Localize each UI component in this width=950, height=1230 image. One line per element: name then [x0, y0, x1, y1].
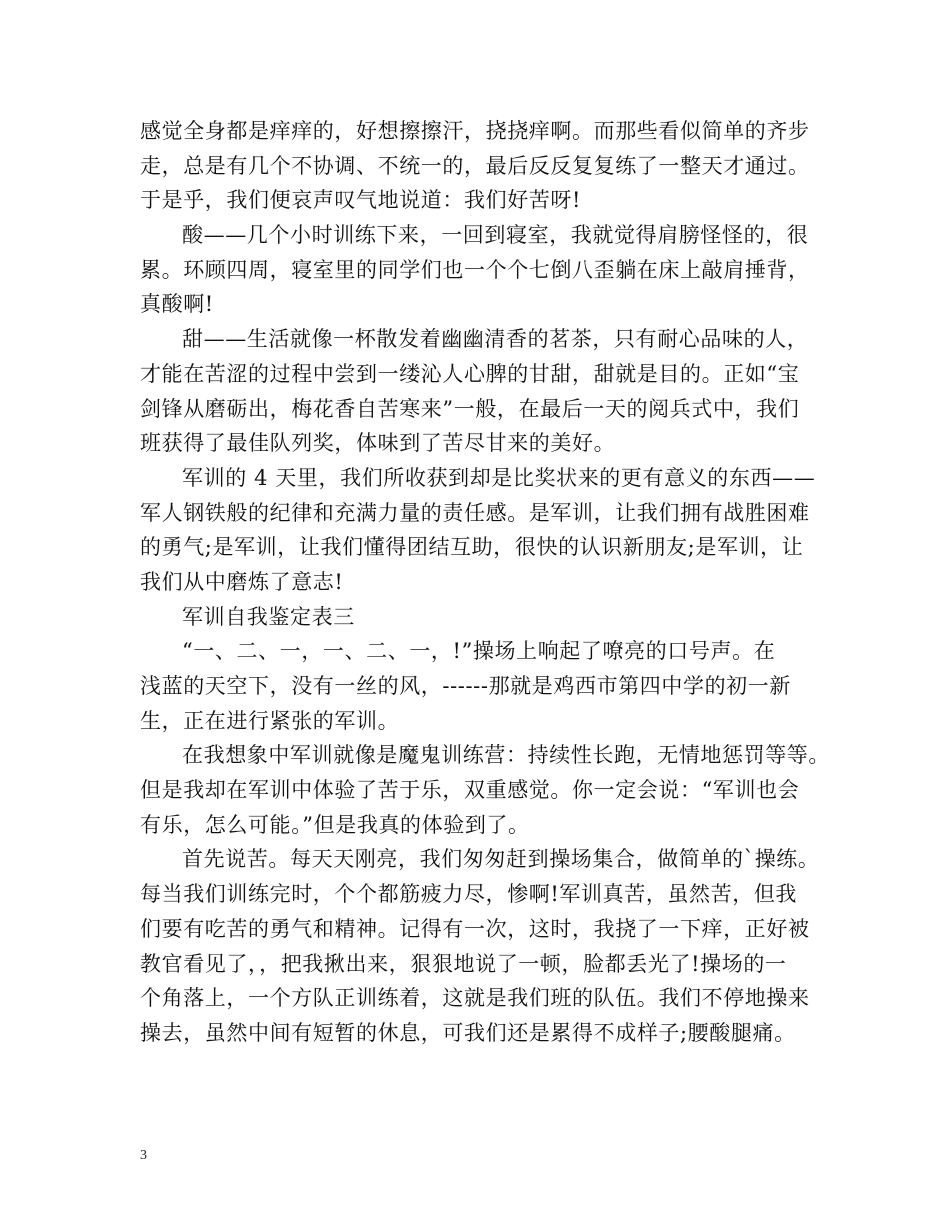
text-line: 每当我们训练完时，个个都筋疲力尽，惨啊!军训真苦，虽然苦，但我 [140, 882, 798, 907]
text-line: 个角落上，一个方队正训练着，这就是我们班的队伍。我们不停地操来 [140, 986, 810, 1011]
text-line: 走，总是有几个不协调、不统一的，最后反反复复练了一整天才通过。 [140, 153, 810, 178]
paragraph-start: 甜——生活就像一杯散发着幽幽清香的茗茶，只有耐心品味的人， [182, 327, 809, 352]
text-line: 于是乎，我们便哀声叹气地说道：我们好苦呀! [140, 188, 582, 213]
text-line: 浅蓝的天空下，没有一丝的风，------那就是鸡西市第四中学的初一新 [140, 674, 791, 698]
text-line: 班获得了最佳队列奖，体味到了苦尽甘来的美好。 [140, 431, 616, 456]
paragraph-start: 在我想象中军训就像是魔鬼训练营：持续性长跑，无情地惩罚等等。 [182, 743, 830, 768]
text-line: 才能在苦涩的过程中尝到一缕沁人心脾的甘甜，甜就是目的。正如“宝 [140, 361, 800, 386]
text-line: 生，正在进行紧张的军训。 [140, 708, 400, 733]
text-line: 我们从中磨炼了意志! [140, 569, 344, 594]
text-line: 真酸啊! [140, 292, 214, 317]
text-line: 操去，虽然中间有短暂的休息，可我们还是累得不成样子;腰酸腿痛。 [140, 1020, 796, 1045]
text-line: 有乐，怎么可能。”但是我真的体验到了。 [140, 812, 530, 837]
body-text [140, 114, 830, 1051]
paragraph-start: 首先说苦。每天天刚亮，我们匆匆赶到操场集合，做简单的`操练。 [182, 847, 820, 872]
paragraph-start: 军训的 4 天里，我们所收获到却是比奖状来的更有意义的东西—— [182, 465, 816, 490]
page-number: 3 [140, 1148, 147, 1163]
text-line: 军人钢铁般的纪律和充满力量的责任感。是军训，让我们拥有战胜困难 [140, 500, 810, 525]
text-line: 但是我却在军训中体验了苦于乐，双重感觉。你一定会说：“军训也会 [140, 778, 800, 803]
text-line: 剑锋从磨砺出，梅花香自苦寒来”一般，在最后一天的阅兵式中，我们 [140, 396, 800, 421]
text-line: 们要有吃苦的勇气和精神。记得有一次，这时，我挠了一下痒，正好被 [140, 916, 810, 941]
paragraph-start: 酸——几个小时训练下来，一回到寝室，我就觉得肩膀怪怪的，很 [182, 223, 809, 248]
text-line: 的勇气;是军训，让我们懂得团结互助，很快的认识新朋友;是军训，让 [140, 535, 804, 560]
section-heading: 军训自我鉴定表三 [182, 604, 355, 629]
text-line: 教官看见了，，把我揪出来，狠狠地说了一顿，脸都丢光了!操场的一 [140, 951, 787, 976]
text-line: 累。环顾四周，寝室里的同学们也一个个七倒八歪躺在床上敲肩捶背， [140, 257, 810, 282]
paragraph-start: “一、二、一，一、二、一，!”操场上响起了嘹亮的口号声。在 [182, 639, 776, 664]
text-line: 感觉全身都是痒痒的，好想擦擦汗，挠挠痒啊。而那些看似简单的齐步 [140, 119, 810, 143]
